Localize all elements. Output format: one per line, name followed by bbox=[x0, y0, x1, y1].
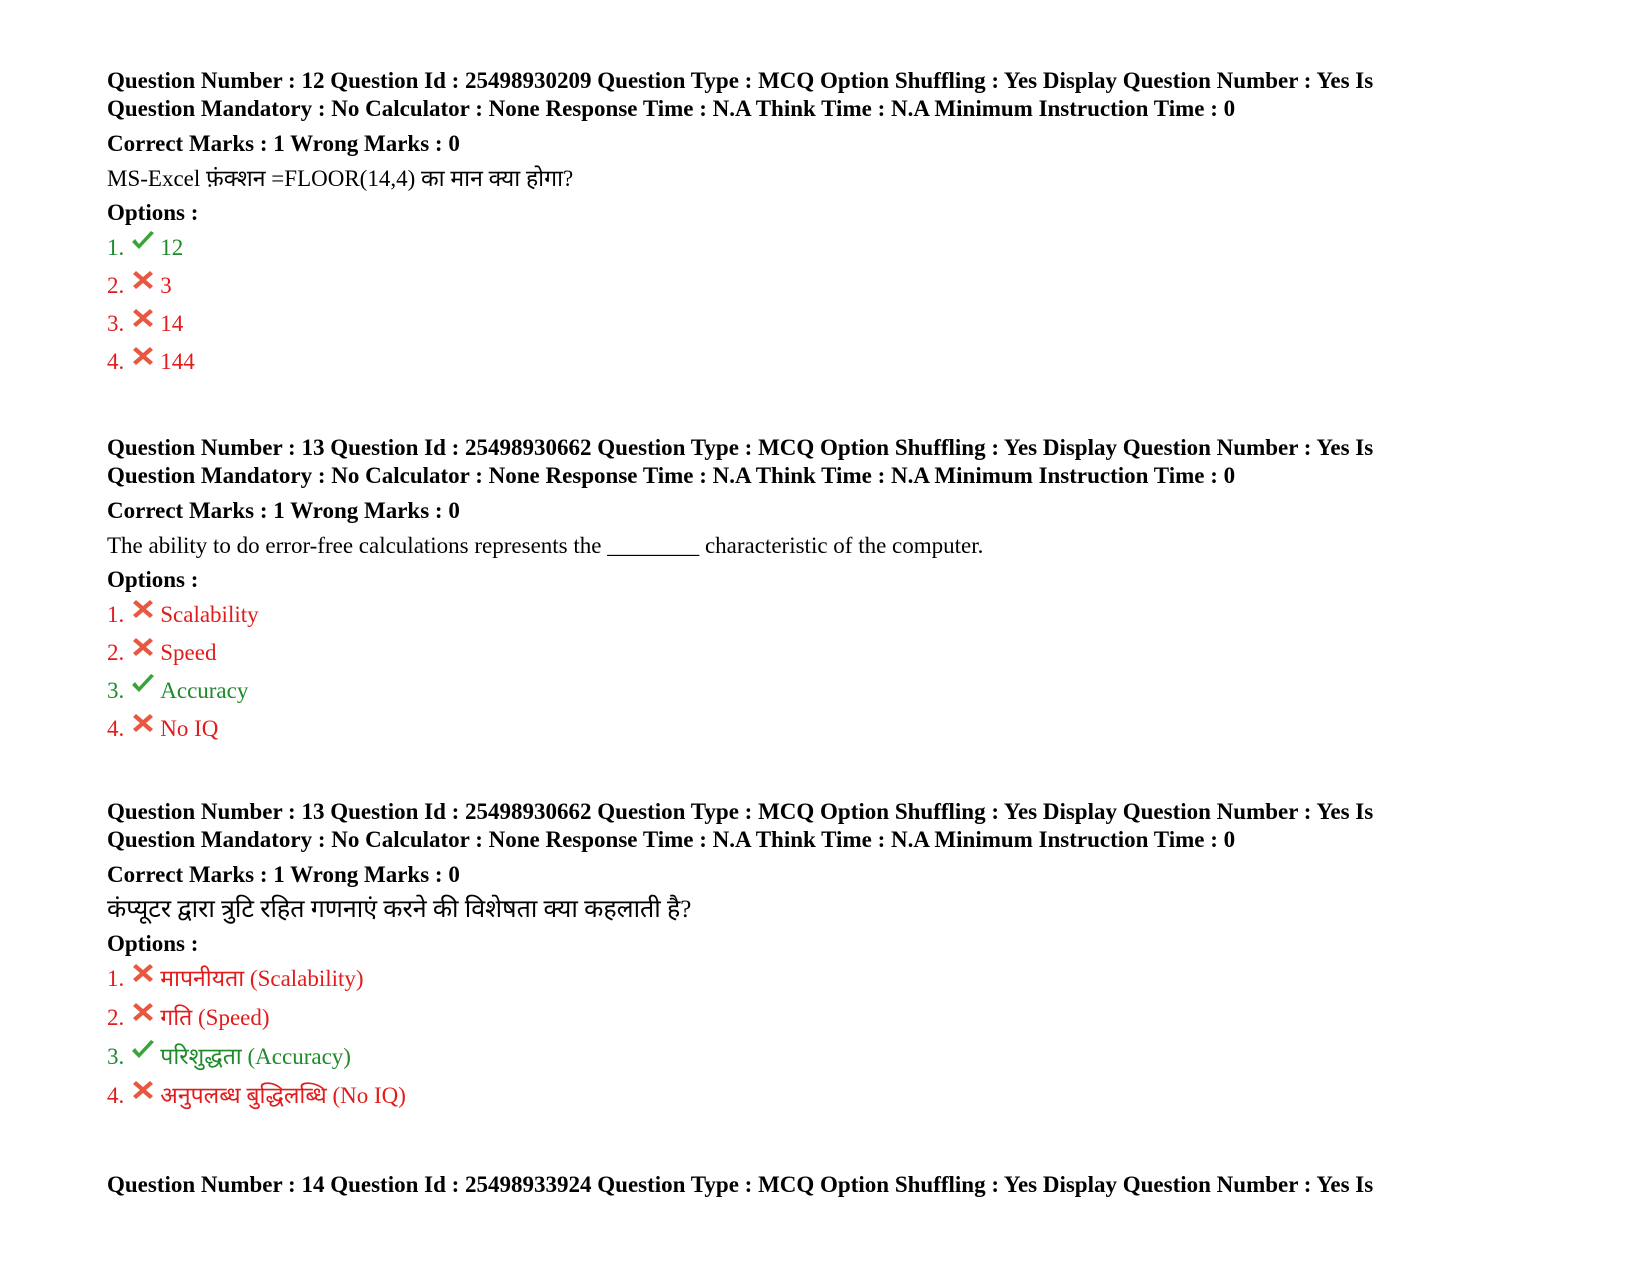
options-label: Options : bbox=[107, 567, 199, 592]
option-number: 1. bbox=[107, 602, 125, 627]
question-meta-line: Question Number : 12 Question Id : 25498930209 Question Type : MCQ Option Shuffling : Yes Display Question Number : Yes Is bbox=[107, 68, 1374, 93]
cross-icon bbox=[130, 710, 156, 734]
option-number: 4. bbox=[107, 1083, 125, 1108]
cross-icon bbox=[130, 305, 156, 329]
option-number: 3. bbox=[107, 311, 125, 336]
question-block-13 bbox=[107, 434, 1567, 752]
question-text: MS-Excel फ़ंक्शन =FLOOR(14,4) का मान क्या होगा? bbox=[107, 166, 574, 191]
option-item bbox=[107, 1003, 1567, 1042]
options-label: Options : bbox=[107, 931, 199, 956]
option-number: 2. bbox=[107, 273, 125, 298]
option-number: 1. bbox=[107, 235, 125, 260]
option-item bbox=[107, 638, 1567, 676]
question-marks: Correct Marks : 1 Wrong Marks : 0 bbox=[107, 862, 460, 887]
option-text: 14 bbox=[160, 311, 184, 336]
option-number: 4. bbox=[107, 716, 125, 741]
option-number: 1. bbox=[107, 966, 125, 991]
option-item bbox=[107, 676, 1567, 714]
option-item bbox=[107, 964, 1567, 1003]
question-text: The ability to do error-free calculations represents the ________ characteristic of the computer. bbox=[107, 533, 984, 558]
option-text: No IQ bbox=[160, 716, 219, 741]
option-number: 3. bbox=[107, 1044, 125, 1069]
question-meta-line: Question Number : 13 Question Id : 25498930662 Question Type : MCQ Option Shuffling : Yes Display Question Number : Yes Is bbox=[107, 435, 1374, 460]
option-number: 2. bbox=[107, 1005, 125, 1030]
options-list bbox=[107, 964, 1567, 1120]
question-text: कंप्यूटर द्वारा त्रुटि रहित गणनाएं करने की विशेषता क्या कहलाती है? bbox=[107, 896, 692, 923]
question-block-14 bbox=[107, 1171, 1567, 1199]
question-meta-line: Question Mandatory : No Calculator : None Response Time : N.A Think Time : N.A Minimum Instruction Time : 0 bbox=[107, 827, 1236, 852]
option-item bbox=[107, 271, 1567, 309]
option-text: परिशुद्धता (Accuracy) bbox=[160, 1044, 351, 1069]
options-label: Options : bbox=[107, 200, 199, 225]
option-text: 12 bbox=[160, 235, 184, 260]
cross-icon bbox=[130, 999, 156, 1023]
check-icon bbox=[130, 229, 156, 253]
question-meta-line: Question Mandatory : No Calculator : None Response Time : N.A Think Time : N.A Minimum Instruction Time : 0 bbox=[107, 96, 1236, 121]
option-text: 144 bbox=[160, 349, 195, 374]
cross-icon bbox=[130, 343, 156, 367]
option-item bbox=[107, 714, 1567, 752]
options-list bbox=[107, 233, 1567, 385]
option-number: 4. bbox=[107, 349, 125, 374]
option-text: Speed bbox=[160, 640, 217, 665]
option-item bbox=[107, 309, 1567, 347]
question-block-12 bbox=[107, 67, 1567, 385]
check-icon bbox=[130, 1038, 156, 1062]
option-text: Scalability bbox=[160, 602, 259, 627]
option-item bbox=[107, 1042, 1567, 1081]
question-block-13-hindi bbox=[107, 798, 1567, 1120]
question-marks: Correct Marks : 1 Wrong Marks : 0 bbox=[107, 131, 460, 156]
options-list bbox=[107, 600, 1567, 752]
option-item bbox=[107, 1081, 1567, 1120]
option-number: 2. bbox=[107, 640, 125, 665]
option-item bbox=[107, 600, 1567, 638]
question-meta-line: Question Mandatory : No Calculator : None Response Time : N.A Think Time : N.A Minimum Instruction Time : 0 bbox=[107, 463, 1236, 488]
option-text: Accuracy bbox=[160, 678, 249, 703]
option-text: मापनीयता (Scalability) bbox=[160, 966, 364, 991]
option-item bbox=[107, 347, 1567, 385]
cross-icon bbox=[130, 596, 156, 620]
question-meta-line: Question Number : 13 Question Id : 25498930662 Question Type : MCQ Option Shuffling : Yes Display Question Number : Yes Is bbox=[107, 799, 1374, 824]
option-text: अनुपलब्ध बुद्धिलब्धि (No IQ) bbox=[160, 1083, 406, 1108]
cross-icon bbox=[130, 960, 156, 984]
check-icon bbox=[130, 672, 156, 696]
option-item bbox=[107, 233, 1567, 271]
cross-icon bbox=[130, 634, 156, 658]
option-text: 3 bbox=[160, 273, 172, 298]
question-marks: Correct Marks : 1 Wrong Marks : 0 bbox=[107, 498, 460, 523]
question-meta-line: Question Number : 14 Question Id : 25498933924 Question Type : MCQ Option Shuffling : Yes Display Question Number : Yes Is bbox=[107, 1172, 1374, 1197]
option-number: 3. bbox=[107, 678, 125, 703]
cross-icon bbox=[130, 1077, 156, 1101]
option-text: गति (Speed) bbox=[160, 1005, 270, 1030]
cross-icon bbox=[130, 267, 156, 291]
